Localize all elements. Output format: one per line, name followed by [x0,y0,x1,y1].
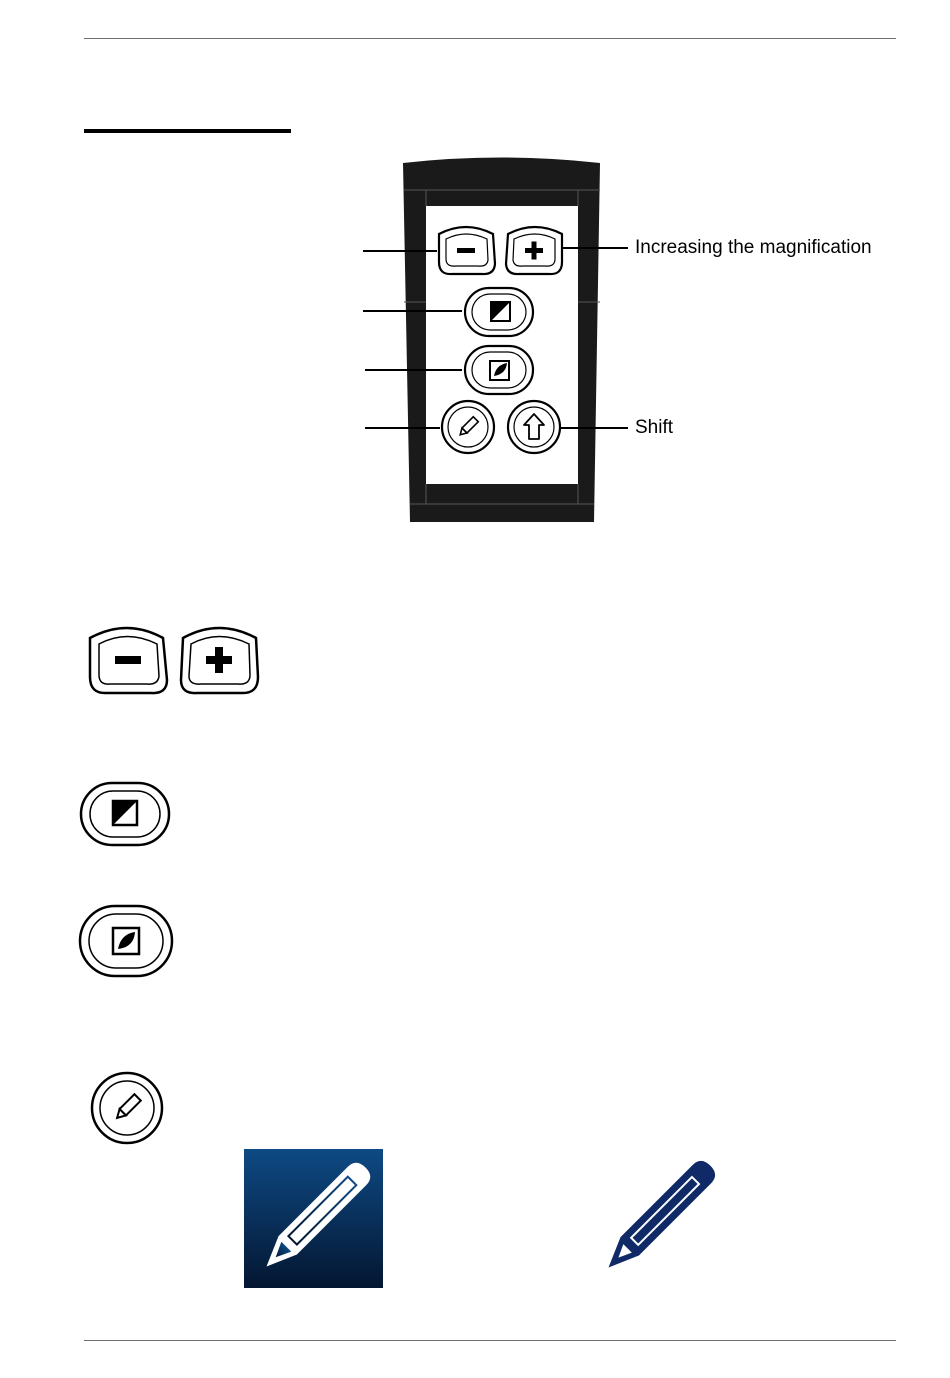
remote-pen-button [442,401,494,453]
remote-plus-button [506,227,562,274]
callout-label-shift: Shift [635,417,674,438]
header-rule [84,38,896,39]
section-heading-underline [84,129,291,133]
legend-color-mode-button [77,903,175,979]
footer-rule [84,1340,896,1341]
minus-icon [457,248,475,253]
legend-zoom-buttons [85,620,265,700]
callout-label-zoom-in: Increasing the magnification [635,237,872,258]
remote-minus-button [439,227,495,274]
pen-app-tile [244,1149,383,1288]
color-mode-icon [490,361,509,380]
color-mode-icon [113,928,139,954]
pencil-icon [599,1156,719,1276]
legend-plus-button [181,628,258,693]
minus-icon [115,656,141,664]
legend-minus-button [90,628,167,693]
legend-pen-button [88,1070,166,1146]
legend-contrast-button [78,780,172,848]
remote-control-diagram [340,150,900,530]
pen-outline-icon [590,1150,730,1285]
remote-color-mode-button [465,346,533,394]
remote-shift-button [508,401,560,453]
remote-contrast-button [465,288,533,336]
